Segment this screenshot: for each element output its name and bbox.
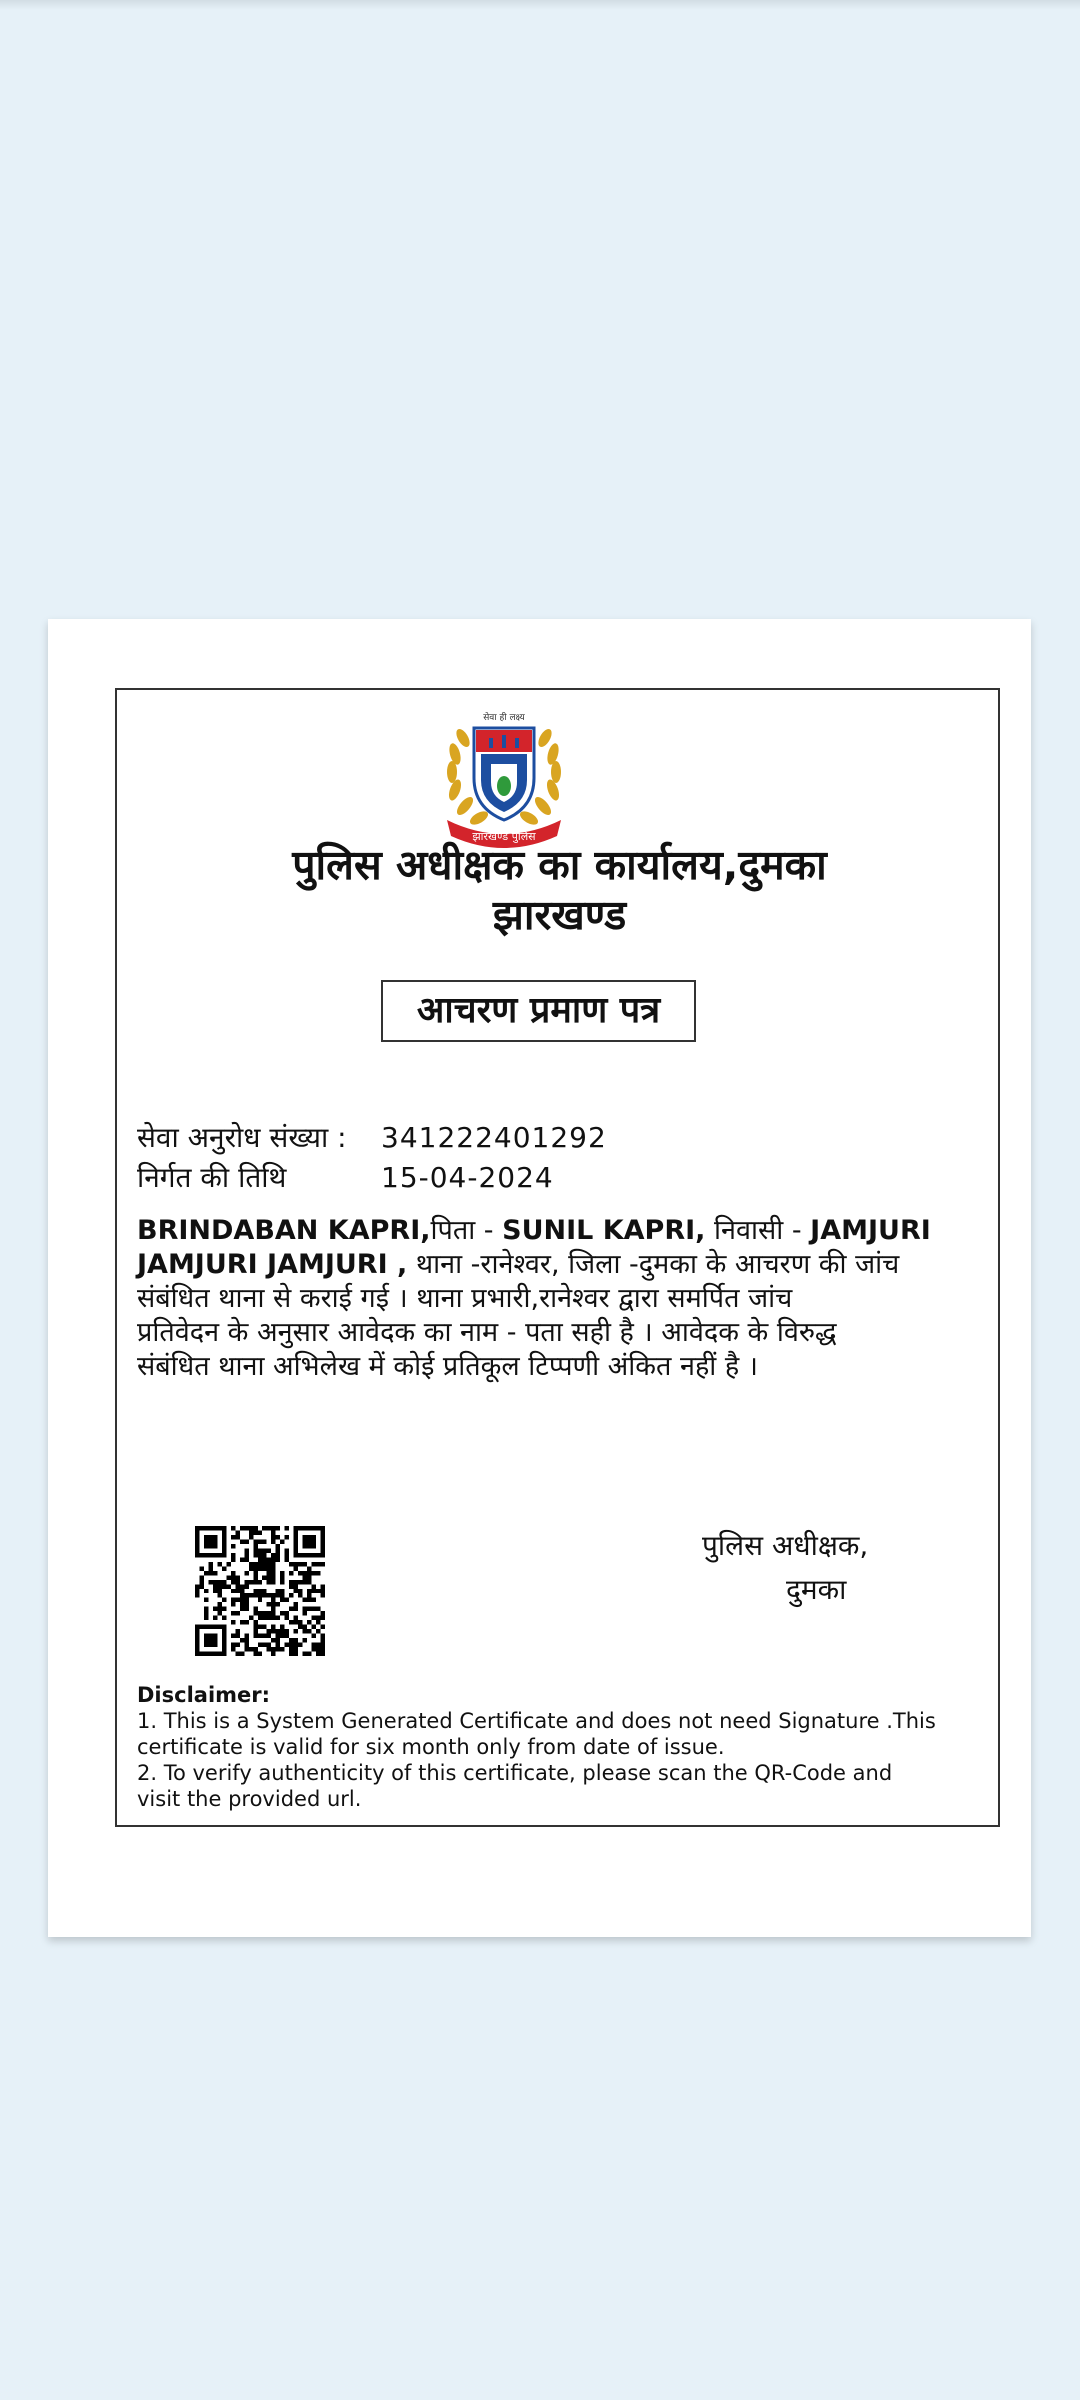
disclaimer-item-1-line-2: certificate is valid for six month only from date of issue. — [137, 1735, 725, 1759]
signature-block — [702, 1524, 868, 1612]
address-part-1: JAMJURI — [810, 1215, 931, 1246]
issue-date-label: निर्गत की तिथि — [137, 1161, 287, 1194]
body-line-2 — [137, 1248, 987, 1282]
disclaimer — [137, 1682, 987, 1812]
body-line-5: संबंधित थाना अभिलेख में कोई प्रतिकूल टिप्पणी अंकित नहीं है । — [137, 1351, 759, 1382]
disclaimer-item-2-line-1: 2. To verify authenticity of this certificate, please scan the QR-Code and — [137, 1761, 893, 1785]
body-line-2-rest: थाना -रानेश्वर, जिला -दुमका के आचरण की जांच — [407, 1249, 900, 1280]
office-name: पुलिस अधीक्षक का कार्यालय,दुमका — [292, 841, 827, 889]
disclaimer-heading: Disclaimer: — [137, 1683, 271, 1707]
body-line-4: प्रतिवेदन के अनुसार आवेदक का नाम - पता सही है । आवेदक के विरुद्ध — [137, 1317, 837, 1348]
signatory-place: दुमका — [786, 1573, 847, 1606]
status-bar-shade — [0, 0, 1080, 10]
request-number-label: सेवा अनुरोध संख्या : — [137, 1121, 347, 1154]
certificate-page — [48, 619, 1031, 1937]
request-number-value: 341222401292 — [381, 1121, 607, 1154]
office-state: झारखण्ड — [492, 891, 627, 939]
request-number-row — [137, 1118, 607, 1158]
body-line-3: संबंधित थाना से कराई गई । थाना प्रभारी,रानेश्वर द्वारा समर्पित जांच — [137, 1283, 793, 1314]
father-label: पिता - — [430, 1215, 503, 1246]
disclaimer-item-2-line-2: visit the provided url. — [137, 1787, 362, 1811]
body-line-1 — [137, 1214, 987, 1248]
issue-date-row — [137, 1158, 554, 1198]
jharkhand-police-emblem — [429, 708, 579, 852]
disclaimer-item-1-line-1: 1. This is a System Generated Certificate and does not need Signature .This — [137, 1709, 936, 1733]
father-name: SUNIL KAPRI, — [502, 1215, 706, 1246]
certificate-title: आचरण प्रमाण पत्र — [381, 980, 696, 1042]
applicant-name: BRINDABAN KAPRI, — [137, 1215, 431, 1246]
certificate-body — [137, 1214, 987, 1384]
qr-code[interactable] — [195, 1526, 325, 1656]
signatory-designation: पुलिस अधीक्षक, — [702, 1529, 869, 1562]
emblem-motto: सेवा ही लक्ष्य — [483, 713, 525, 723]
address-part-2: JAMJURI JAMJURI , — [137, 1249, 408, 1280]
emblem-ribbon-text: झारखण्ड पुलिस — [472, 830, 536, 843]
certificate-border — [115, 688, 1000, 1827]
issue-date-value: 15-04-2024 — [381, 1161, 554, 1194]
resident-label: निवासी - — [705, 1215, 811, 1246]
